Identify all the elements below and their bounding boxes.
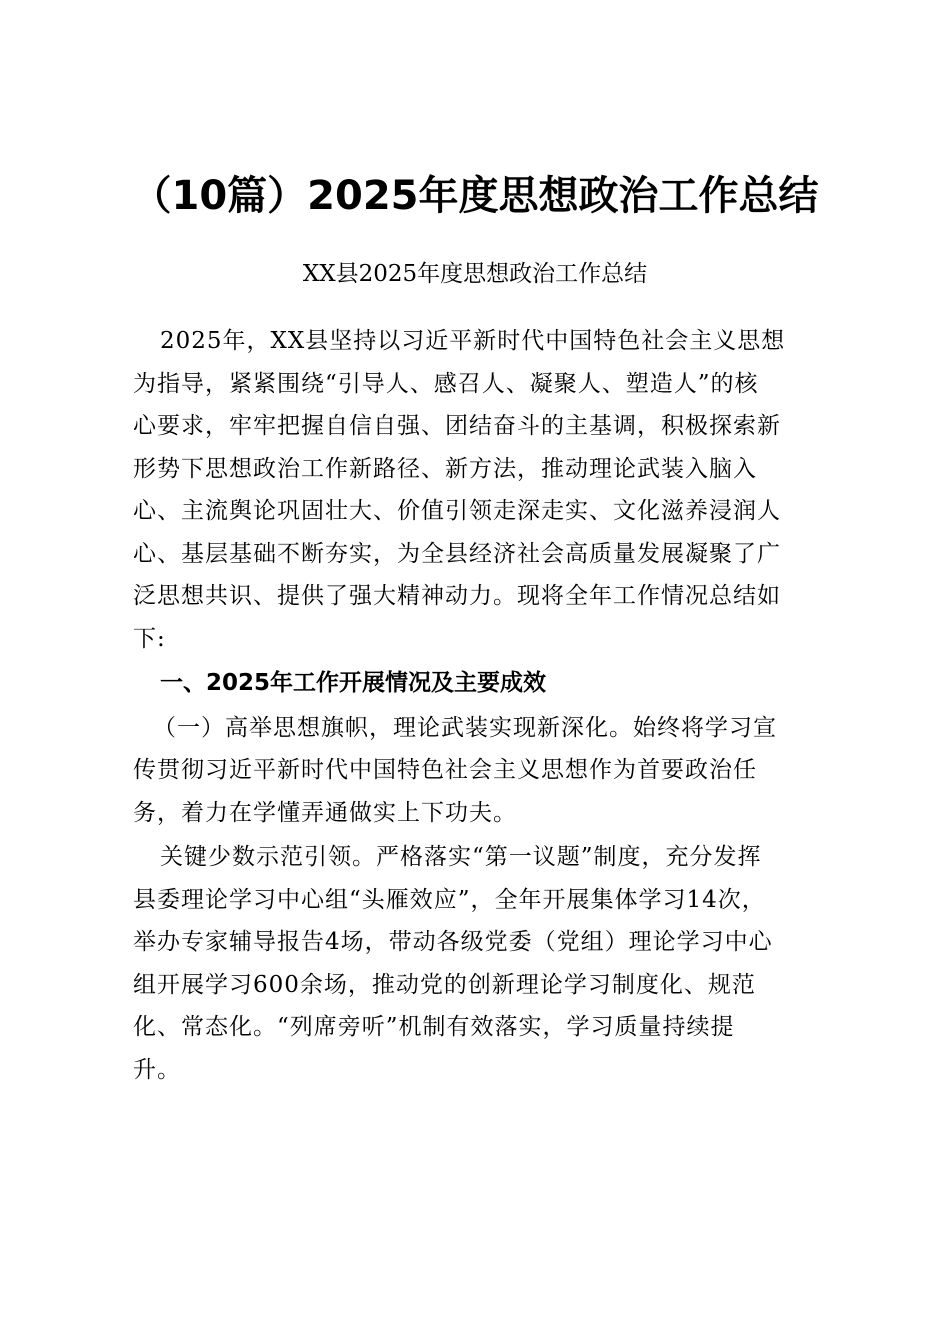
paragraph-line: 心、基层基础不断夯实，为全县经济社会高质量发展凝聚了广: [133, 540, 781, 567]
paragraph-line: 心、主流舆论巩固壮大、价值引领走深走实、文化滋养浸润人: [133, 498, 781, 524]
paragraph-line: 县委理论学习中心组“头雁效应”，全年开展集体学习14次，: [133, 886, 766, 913]
paragraph-line: 化、常态化。“列席旁听”机制有效落实，学习质量持续提: [133, 1014, 735, 1040]
paragraph-line: 举办专家辅导报告4场，带动各级党委（党组）理论学习中心: [133, 929, 773, 955]
paragraph-line: 为指导，紧紧围绕“引导人、感召人、凝聚人、塑造人”的核: [133, 370, 759, 397]
section-heading: 一、2025年工作开展情况及主要成效: [160, 670, 547, 696]
paragraph-line: 升。: [133, 1056, 181, 1083]
paragraph-line: （一）高举思想旗帜，理论武装实现新深化。始终将学习宣: [153, 714, 777, 741]
paragraph-line: 形势下思想政治工作新路径、新方法，推动理论武装入脑入: [133, 455, 757, 482]
body-paragraph: [133, 836, 833, 1091]
document-title: （10篇）2025年度思想政治工作总结: [131, 173, 819, 219]
document-body: [133, 320, 833, 1091]
paragraph-line: 下:: [133, 625, 166, 652]
paragraph-line: 传贯彻习近平新时代中国特色社会主义思想作为首要政治任: [133, 757, 757, 783]
intro-paragraph: [133, 320, 833, 660]
paragraph-line: 组开展学习600余场，推动党的创新理论学习制度化、规范: [133, 971, 756, 998]
paragraph-line: 2025年，XX县坚持以习近平新时代中国特色社会主义思想: [160, 328, 786, 354]
subsection-paragraph: [133, 707, 833, 835]
paragraph-line: 心要求，牢牢把握自信自强、团结奋斗的主基调，积极探索新: [133, 413, 781, 439]
paragraph-line: 务，着力在学懂弄通做实上下功夫。: [133, 799, 517, 826]
document-subtitle: XX县2025年度思想政治工作总结: [302, 261, 648, 287]
paragraph-line: 泛思想共识、提供了强大精神动力。现将全年工作情况总结如: [133, 583, 781, 609]
paragraph-line: 关键少数示范引领。严格落实“第一议题”制度，充分发挥: [160, 844, 762, 870]
